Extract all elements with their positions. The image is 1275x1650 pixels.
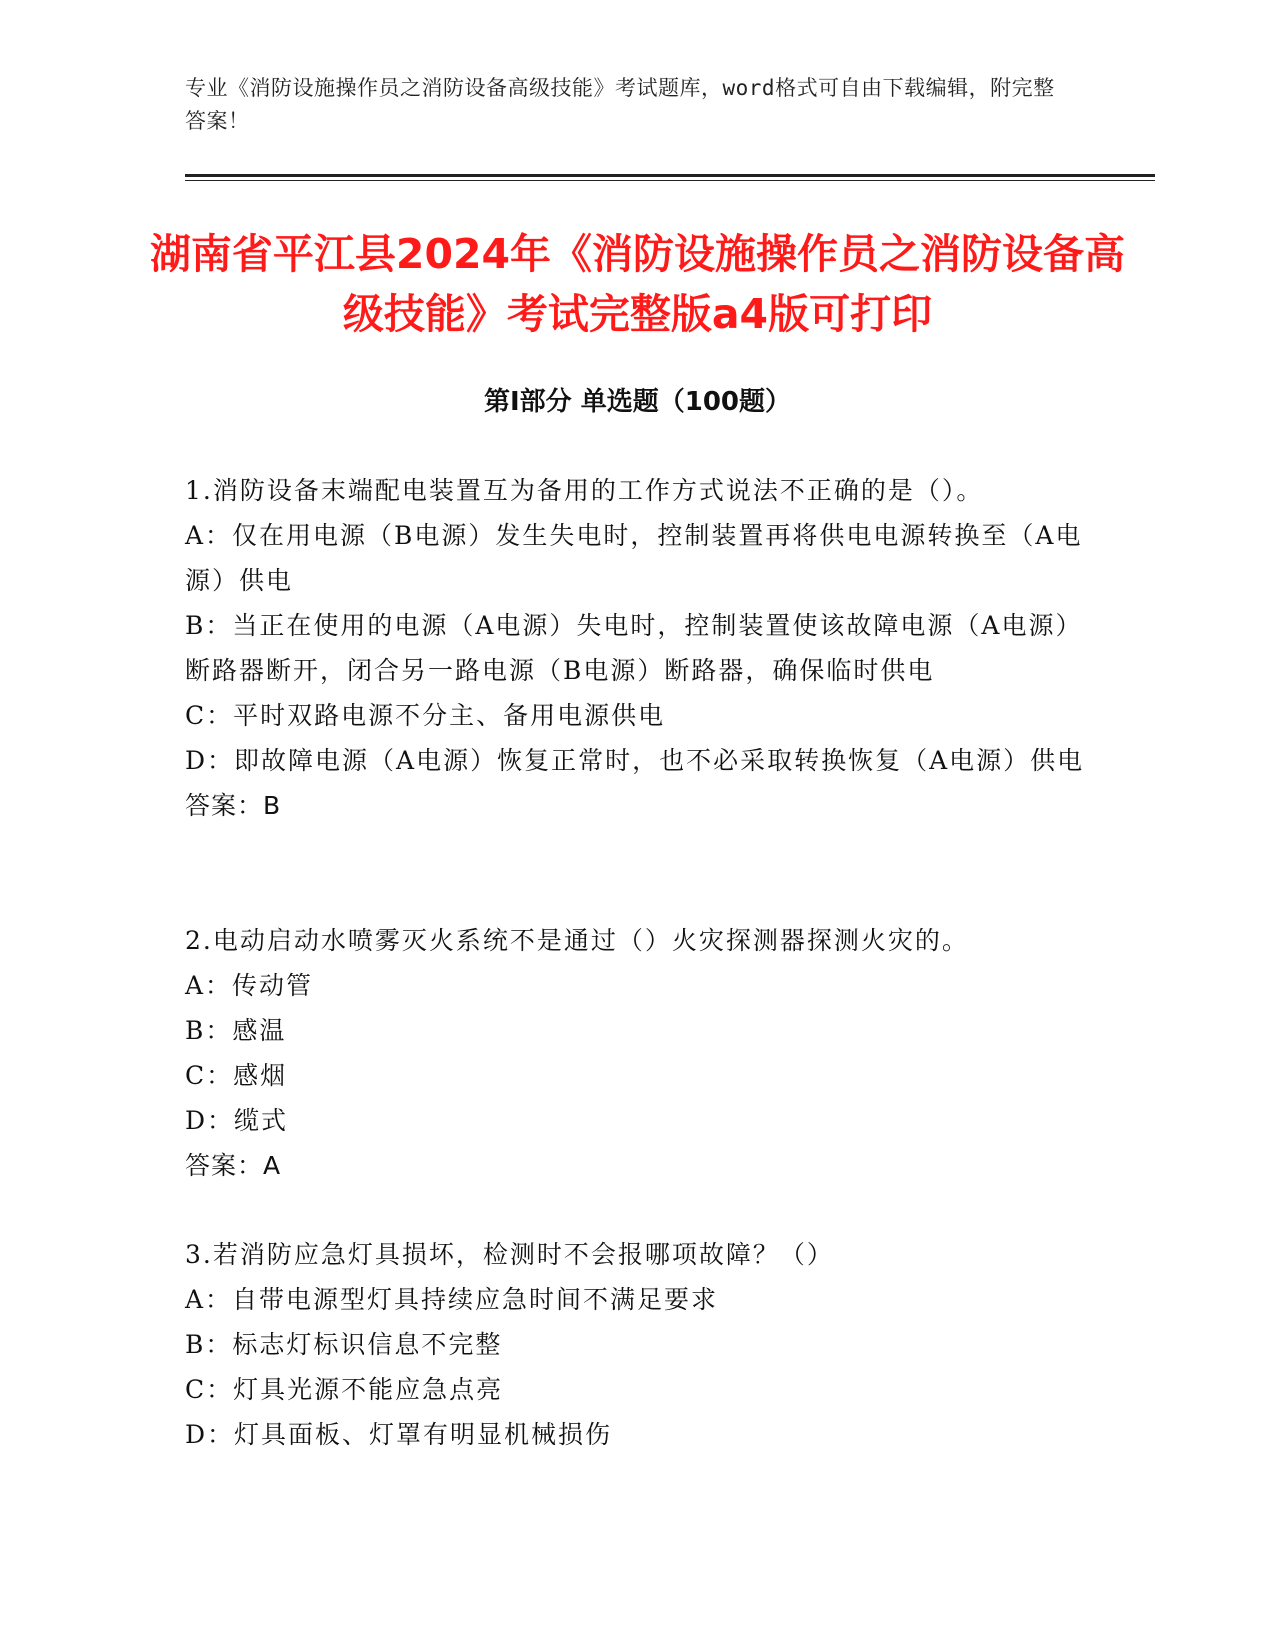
option-b: B：感温 [185,1016,287,1045]
question-stem: 3.若消防应急灯具损坏，检测时不会报哪项故障？（） [185,1240,834,1269]
header-note: 专业《消防设施操作员之消防设备高级技能》考试题库，word格式可自由下载编辑，附完整答案！ [185,76,1055,133]
option-d: D：缆式 [185,1106,289,1135]
question-3 [185,1232,1090,1457]
option-d: D：灯具面板、灯罩有明显机械损伤 [185,1420,613,1449]
option-c: C：感烟 [185,1061,288,1090]
option-b: B：标志灯标识信息不完整 [185,1330,503,1359]
header-rule-thick [185,174,1155,177]
question-1 [185,468,1090,828]
option-a: A：自带电源型灯具持续应急时间不满足要求 [185,1285,719,1314]
option-c: C：平时双路电源不分主、备用电源供电 [185,701,666,730]
option-b: B：当正在使用的电源（A电源）失电时，控制装置使该故障电源（A电源）断路器断开，闭合另一路电源（B电源）断路器，确保临时供电 [185,611,1083,685]
question-stem: 1.消防设备末端配电装置互为备用的工作方式说法不正确的是（）。 [185,476,984,505]
option-d: D：即故障电源（A电源）恢复正常时，也不必采取转换恢复（A电源）供电 [185,746,1085,775]
question-stem: 2.电动启动水喷雾灭火系统不是通过（）火灾探测器探测火灾的。 [185,926,969,955]
question-2 [185,918,1090,1188]
section-heading: 第Ⅰ部分 单选题（100题） [484,387,791,417]
document-title: 湖南省平江县2024年《消防设施操作员之消防设备高级技能》考试完整版a4版可打印 [149,230,1126,338]
answer: 答案：B [185,791,282,820]
option-c: C：灯具光源不能应急点亮 [185,1375,504,1404]
option-a: A：传动管 [185,971,314,1000]
header-rule-thin [185,180,1155,181]
answer: 答案：A [185,1151,282,1180]
option-a: A：仅在用电源（B电源）发生失电时，控制装置再将供电电源转换至（A电源）供电 [185,521,1083,595]
